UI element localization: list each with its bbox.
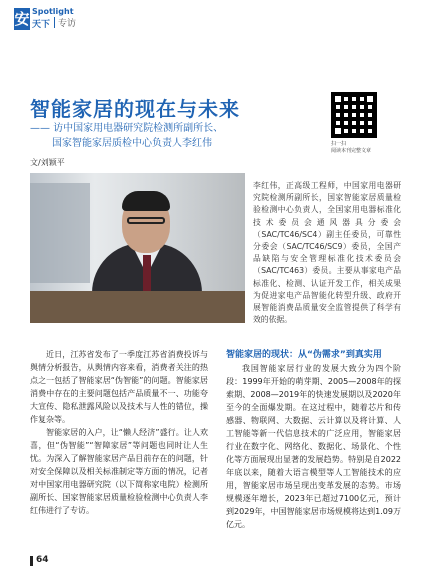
portrait-photo xyxy=(30,173,245,323)
article-title: 智能家居的现在与未来 xyxy=(30,97,240,121)
qr-code[interactable] xyxy=(331,92,377,138)
qr-finder-icon xyxy=(332,125,344,137)
page-marker xyxy=(30,556,33,566)
photo-tie xyxy=(143,255,151,293)
qr-caption-read: 阅读本刊完整文章 xyxy=(331,148,372,154)
qr-caption-scan: 扫一扫 xyxy=(331,141,347,147)
subtitle-line-2: 国家智能家居质检中心负责人李红伟 xyxy=(52,138,212,149)
qr-finder-icon xyxy=(332,93,344,105)
subtitle-line-1: —— 访中国家用电器研究院检测所副所长、 xyxy=(30,123,224,134)
magazine-logo: 安 xyxy=(14,10,30,28)
photo-glasses xyxy=(127,217,165,224)
body-left-column xyxy=(30,348,208,517)
photo-desk xyxy=(30,291,245,323)
qr-finder-icon xyxy=(364,93,376,105)
photo-hair xyxy=(122,191,170,211)
header-divider xyxy=(54,17,55,28)
interviewee-bio: 李红伟，正高级工程师，中国家用电器研究院检测所副所长，国家智能家居质量检验检测中心负责人，全国家用电器标准化技术委员会通风器具分委会（SAC/TC46/SC4）副主任委员，可靠性分委会（SAC/TC46/SC9）委员，全国产品缺陷与安全管理标准化技术委员会（SAC/TC463）委员。主要从事家电产品标准化、检测、认证开发工作，相关成果为促进家电产品智能化转型升级、政府开展智能消费品质量安全监管提供了科学有效的依据。 xyxy=(253,181,401,325)
body-paragraph: 近日，江苏省发布了一季度江苏省消费投诉与舆情分析报告，从舆情内容来看，消费者关注的热点之一包括了智能家居“伪智能”的问题。智能家居消费中存在的主要问题包括产品质量不一、功能夸大宣传、隐私泄露风险以及技术与人性的错位，操作复杂等。 xyxy=(30,350,208,424)
article-subtitle xyxy=(30,121,270,151)
photo-window xyxy=(30,183,90,283)
column-name: 专访 xyxy=(58,19,77,29)
author-byline: 文/刘颖平 xyxy=(30,158,65,167)
body-paragraph: 我国智能家居行业的发展大致分为四个阶段：1999年开始的萌芽期、2005—2008年的探索期、2008—2019年的快速发展期以及2020年至今的全面爆发期。在这过程中，随着芯片和传感器、物联网、大数据、云计算以及将计算、人工智能等新一代信息技术的广泛应用，智能家居行业在数字化、网络化、数据化、场景化、个性化等方面展现出显著的发展趋势。特别是自2022年底以来，随着大语言模型等人工智能技术的应用，智能家居市场呈现出变革发展的态势。市场规模逐年增长，2023年已超过7100亿元，预计到2029年，中国智能家居市场规模将达到1.09万亿元。 xyxy=(226,364,401,529)
brand-english: Spotlight xyxy=(32,7,74,16)
page-number: 64 xyxy=(36,555,49,565)
body-paragraph: 智能家居的入户，让“懒人经济”盛行。让人欢喜，但“伪智能”“智障家居”等问题也同时让人生忧。为深入了解智能家居产品目前存在的问题，针对安全保障以及相关标准制定等方面的情况，记者对中国家用电器研究院（以下简称家电院）检测所副所长、国家智能家居质量检验检测中心负责人李红伟进行了专访。 xyxy=(30,428,208,515)
body-right-column xyxy=(226,362,401,531)
section-heading: 智能家居的现状：从“伪需求”到真实用 xyxy=(226,350,382,360)
brand-chinese: 天下 xyxy=(32,20,51,30)
